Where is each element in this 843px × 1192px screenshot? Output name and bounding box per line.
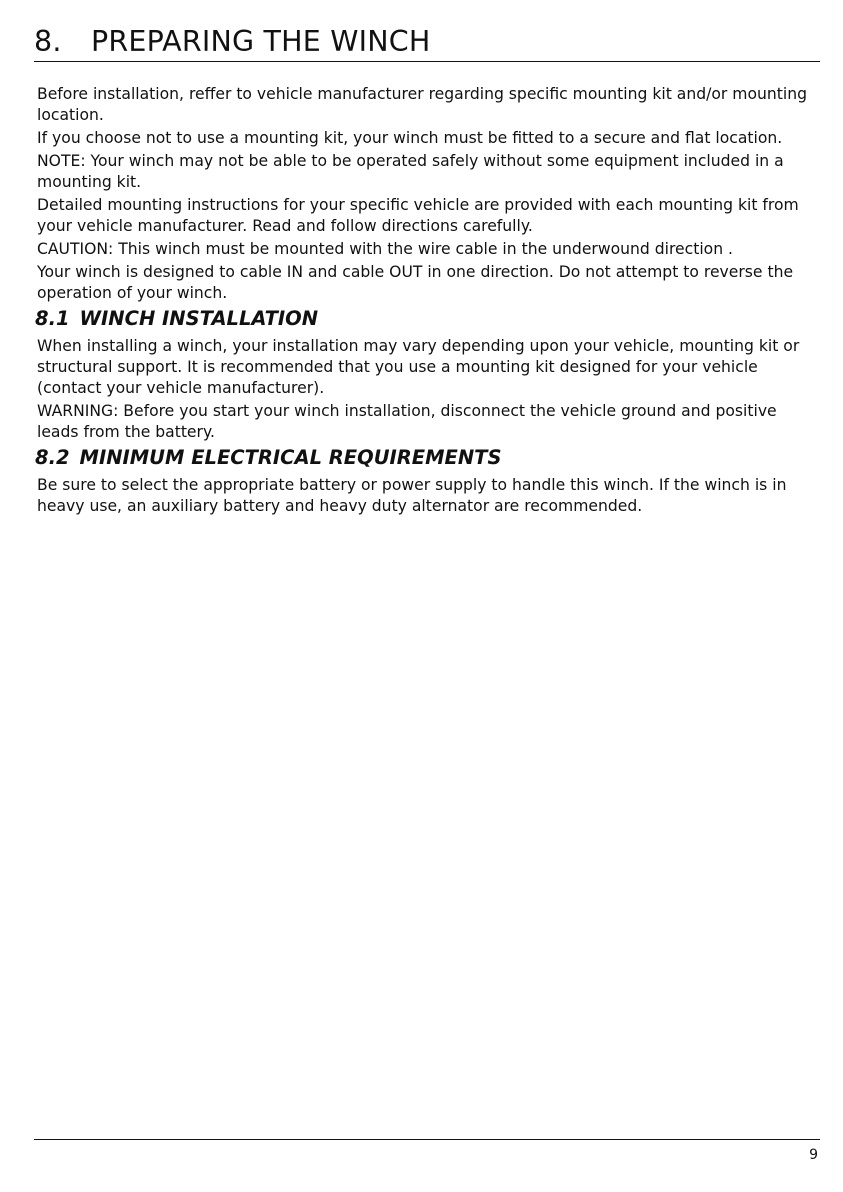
page-number: 9 bbox=[809, 1147, 818, 1163]
chapter-title: PREPARING THE WINCH bbox=[91, 25, 431, 58]
intro-note: NOTE: Your winch may not be able to be operated safely without some equipment included in a mounting kit. bbox=[37, 152, 784, 191]
intro-caution: CAUTION: This winch must be mounted with the wire cable in the underwound direction . bbox=[37, 240, 733, 258]
title-divider bbox=[34, 61, 820, 62]
page-title bbox=[34, 24, 430, 60]
intro-paragraph-secure-location: If you choose not to use a mounting kit, your winch must be fitted to a secure and flat location. bbox=[37, 129, 783, 147]
section-title: WINCH INSTALLATION bbox=[79, 307, 319, 330]
section-heading-electrical-requirements bbox=[35, 445, 820, 471]
section-heading-winch-installation bbox=[35, 306, 820, 332]
section-title: MINIMUM ELECTRICAL REQUIREMENTS bbox=[79, 446, 502, 469]
footer-divider bbox=[34, 1139, 820, 1140]
electrical-paragraph: Be sure to select the appropriate battery or power supply to handle this winch. If the winch is in heavy use, an auxiliary battery and heavy duty alternator are recommended. bbox=[37, 476, 787, 515]
intro-paragraph-direction: Your winch is designed to cable IN and cable OUT in one direction. Do not attempt to reverse the operation of your winch. bbox=[37, 263, 794, 302]
installation-warning: WARNING: Before you start your winch installation, disconnect the vehicle ground and positive leads from the battery. bbox=[37, 402, 777, 441]
intro-paragraph-instructions: Detailed mounting instructions for your specific vehicle are provided with each mounting kit from your vehicle manufacturer. Read and follow directions carefully. bbox=[37, 196, 799, 235]
intro-paragraph-mounting-kit: Before installation, reffer to vehicle manufacturer regarding specific mounting kit and/or mounting location. bbox=[37, 85, 808, 124]
section-number: 8.2 bbox=[35, 446, 70, 469]
page-content bbox=[37, 84, 820, 519]
chapter-number: 8. bbox=[34, 25, 62, 58]
section-number: 8.1 bbox=[35, 307, 70, 330]
installation-paragraph: When installing a winch, your installation may vary depending upon your vehicle, mounting kit or structural support. It is recommended that you use a mounting kit designed for your vehicle (contact your vehicle manufacturer). bbox=[37, 337, 800, 397]
